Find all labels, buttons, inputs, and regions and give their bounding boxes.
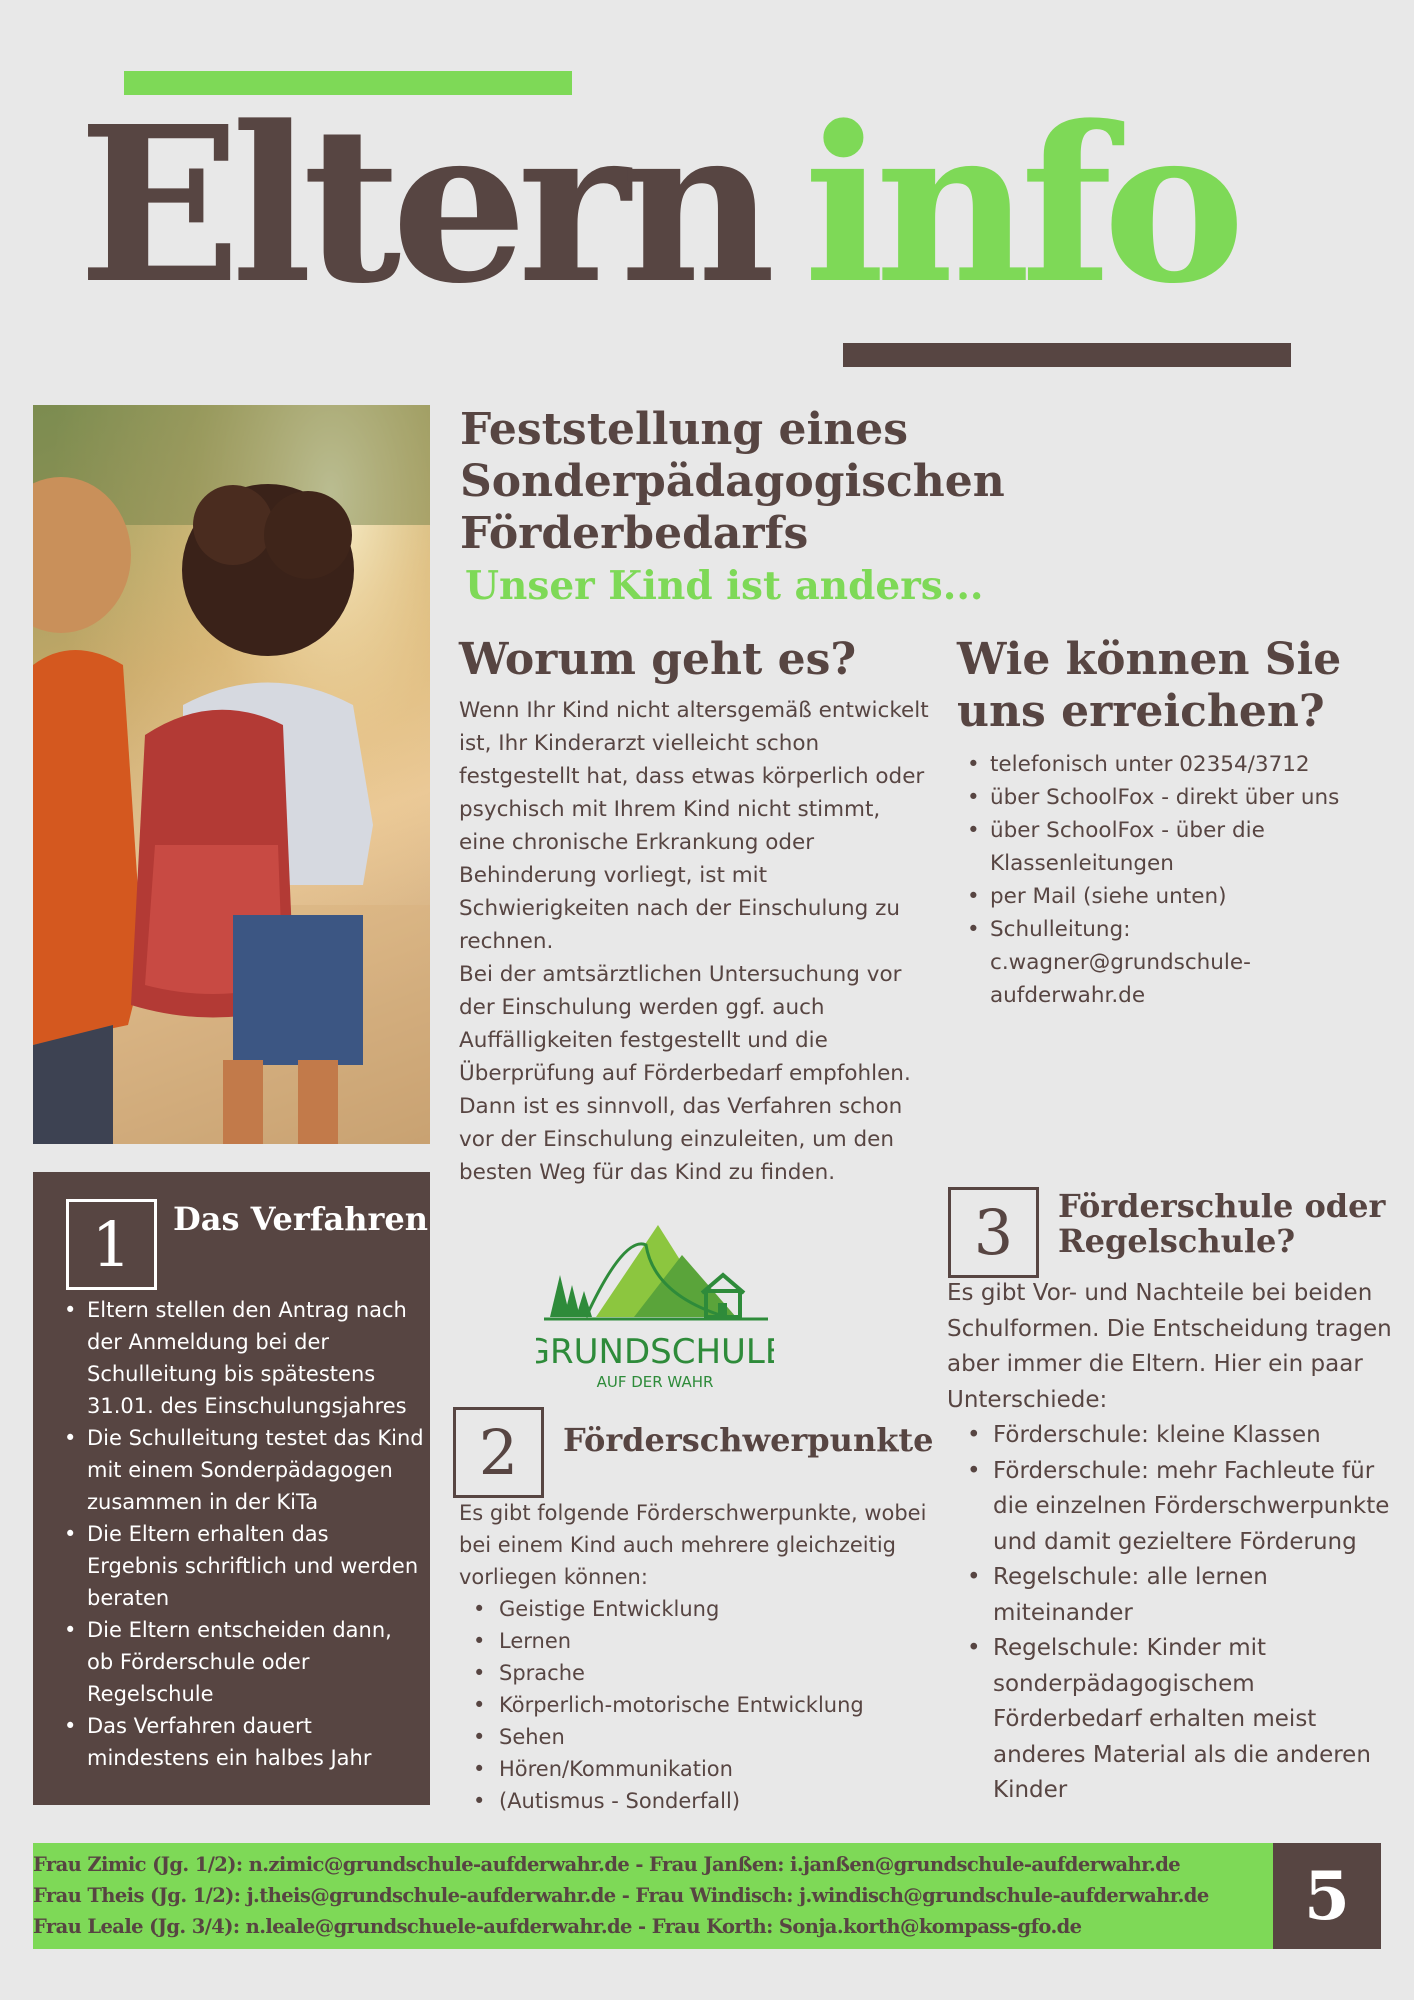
list-item: • Geistige Entwicklung xyxy=(459,1593,929,1625)
section-verfahren-list xyxy=(54,1294,424,1774)
contact-item: • per Mail (siehe unten) xyxy=(957,880,1377,913)
title-word-eltern: Eltern xyxy=(78,80,766,331)
contact-item: • über SchoolFox - über die Klassenleitungen xyxy=(957,814,1377,880)
accent-bar-right xyxy=(843,343,1291,367)
section-number-2: 2 xyxy=(453,1407,544,1498)
article-title xyxy=(460,404,1360,560)
list-item: • Lernen xyxy=(459,1625,929,1657)
list-item: • (Autismus - Sonderfall) xyxy=(459,1785,929,1817)
list-item: • Sprache xyxy=(459,1657,929,1689)
list-item: • Förderschule: kleine Klassen xyxy=(953,1418,1409,1454)
section-schulform-intro: Es gibt Vor- und Nachteile bei beiden Schulformen. Die Entscheidung tragen aber immer die Eltern. Hier ein paar Unterschiede: xyxy=(947,1280,1392,1413)
footer-contact-line: Frau Zimic (Jg. 1/2): n.zimic@grundschule-aufderwahr.de - Frau Janßen: i.janßen@grundschule-aufderwahr.de xyxy=(33,1853,1181,1876)
page-title xyxy=(78,78,1235,335)
list-item: • Hören/Kommunikation xyxy=(459,1753,929,1785)
list-item: • Regelschule: alle lernen miteinander xyxy=(953,1560,1409,1631)
section-number-3: 3 xyxy=(948,1187,1039,1278)
list-item: • Die Eltern entscheiden dann, ob Förderschule oder Regelschule xyxy=(54,1614,424,1710)
section-verfahren-heading: Das Verfahren xyxy=(173,1200,428,1238)
logo-subname: AUF DER WAHR xyxy=(596,1373,714,1391)
article-title-line1: Feststellung eines xyxy=(460,404,908,455)
page-number: 5 xyxy=(1273,1843,1381,1949)
section-verfahren xyxy=(33,1172,430,1805)
list-item: • Das Verfahren dauert mindestens ein halbes Jahr xyxy=(54,1710,424,1774)
section-foerderschwerpunkte-intro: Es gibt folgende Förderschwerpunkte, wobei bei einem Kind auch mehrere gleichzeitig vorliegen können: xyxy=(459,1501,927,1589)
list-item: • Förderschule: mehr Fachleute für die einzelnen Förderschwerpunkte und damit gezieltere Förderung xyxy=(953,1454,1409,1561)
list-item: • Die Schulleitung testet das Kind mit einem Sonderpädagogen zusammen in der KiTa xyxy=(54,1422,424,1518)
list-item: • Regelschule: Kinder mit sonderpädagogischem Förderbedarf erhalten meist anderes Material als die anderen Kinder xyxy=(953,1631,1409,1809)
article-title-line2: Sonderpädagogischen Förderbedarfs xyxy=(460,456,1005,559)
section-number-1: 1 xyxy=(66,1199,157,1290)
worum-text xyxy=(459,694,929,1189)
footer-contact-line: Frau Leale (Jg. 3/4): n.leale@grundschuele-aufderwahr.de - Frau Korth: Sonja.korth@kompass-gfo.de xyxy=(33,1915,1082,1938)
list-item: • Eltern stellen den Antrag nach der Anmeldung bei der Schulleitung bis spätestens 31.01. des Einschulungsjahres xyxy=(54,1294,424,1422)
contact-item: • Schulleitung: c.wagner@grundschule-aufderwahr.de xyxy=(957,913,1377,1012)
logo-name: GRUNDSCHULE xyxy=(536,1332,774,1372)
children-with-backpacks-photo xyxy=(33,405,430,1144)
contact-heading-line1: Wie können Sie xyxy=(957,634,1342,685)
section-schulform-heading: Förderschule oder Regelschule? xyxy=(1058,1187,1386,1260)
list-item: • Die Eltern erhalten das Ergebnis schriftlich und werden beraten xyxy=(54,1518,424,1614)
section-foerderschwerpunkte-heading: Förderschwerpunkte xyxy=(563,1421,934,1459)
contact-item: • telefonisch unter 02354/3712 xyxy=(957,748,1377,781)
contact-item: • über SchoolFox - direkt über uns xyxy=(957,781,1377,814)
contact-list xyxy=(957,748,1377,1012)
worum-heading: Worum geht es? xyxy=(459,634,857,685)
worum-paragraph-1: Wenn Ihr Kind nicht altersgemäß entwickelt ist, Ihr Kinderarzt vielleicht schon festgestellt hat, dass etwas körperlich oder psychisch mit Ihrem Kind nicht stimmt, eine chronische Erkrankung oder Behinderung vorliegt, ist mit Schwierigkeiten nach der Einschulung zu rechnen. xyxy=(459,698,929,954)
section-foerderschwerpunkte-list xyxy=(459,1593,929,1817)
footer-contacts xyxy=(33,1843,1273,1949)
article-subtitle: Unser Kind ist anders... xyxy=(465,563,984,609)
school-logo xyxy=(536,1225,774,1393)
list-item: • Körperlich-motorische Entwicklung xyxy=(459,1689,929,1721)
section-schulform-list xyxy=(953,1418,1409,1809)
school-mountain-logo-icon xyxy=(536,1225,774,1393)
title-word-info: info xyxy=(803,80,1236,331)
worum-paragraph-2: Bei der amtsärztlichen Untersuchung vor der Einschulung werden ggf. auch Auffälligkeiten festgestellt und die Überprüfung auf Förderbedarf empfohlen. Dann ist es sinnvoll, das Verfahren schon vor der Einschulung einzuleiten, um den besten Weg für das Kind zu finden. xyxy=(459,962,911,1185)
contact-heading-line2: uns erreichen? xyxy=(957,686,1325,737)
photo-illustration xyxy=(33,405,430,1144)
footer-contact-line: Frau Theis (Jg. 1/2): j.theis@grundschule-aufderwahr.de - Frau Windisch: j.windisch@grundschule-aufderwahr.de xyxy=(33,1884,1209,1907)
list-item: • Sehen xyxy=(459,1721,929,1753)
contact-heading xyxy=(957,634,1377,738)
